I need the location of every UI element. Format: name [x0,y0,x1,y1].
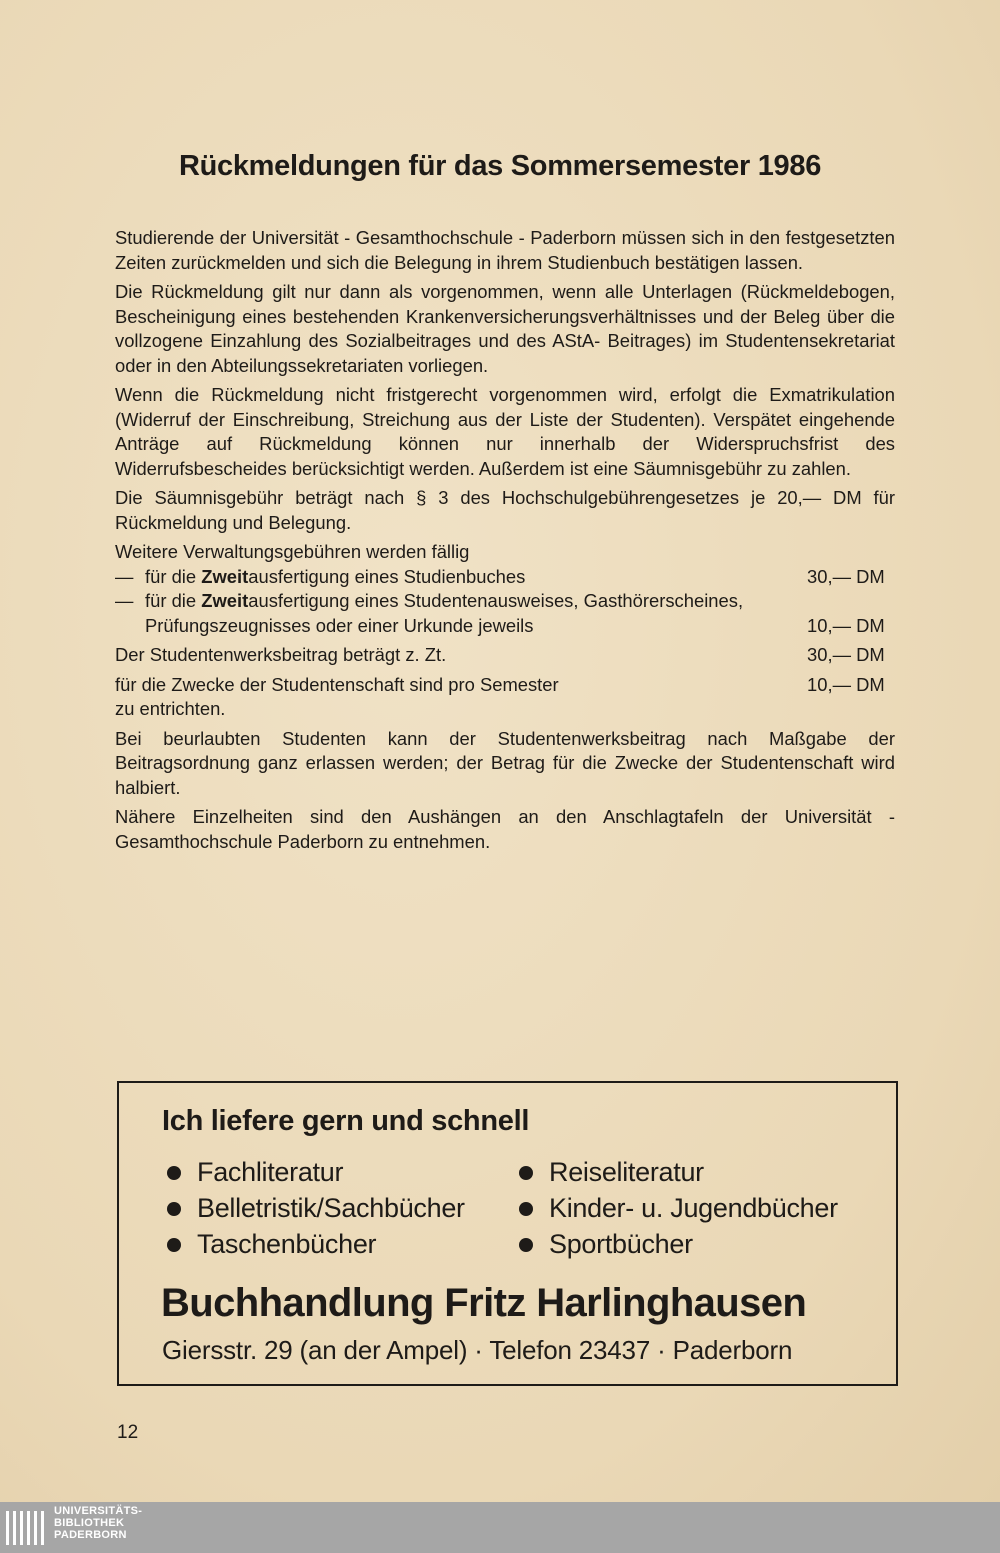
paragraph-leave: Bei beurlaubten Studenten kann der Studentenwerksbeitrag nach Maßgabe der Beitragsordnung ganz erlassen werden; der Betrag für die Zwecke der Studentenschaft wird halbiert. [115,727,895,798]
bullet-icon [519,1238,533,1252]
fee-list [115,540,895,638]
paragraph-details: Nähere Einzelheiten sind den Aushängen an den Anschlagtafeln der Universität - Gesamthochschule Paderborn zu entnehmen. [115,806,895,852]
paragraph-intro: Studierende der Universität - Gesamthochschule - Paderborn müssen sich in den festgesetzten Zeiten zurückmelden und sich die Belegung in ihrem Studienbuch bestätigen lassen. [115,227,895,273]
fee-amount: 30,— DM [807,565,885,587]
list-item: Fachliteratur [167,1157,519,1188]
paragraph-late-fee: Die Säumnisgebühr beträgt nach § 3 des Hochschulgebührengesetzes je 20,— DM für Rückmeldung und Belegung. [115,487,895,533]
fee-amount: 30,— DM [807,644,885,665]
shop-address: Giersstr. 29 (an der Ampel) · Telefon 23437 · Paderborn [162,1335,793,1365]
list-item: Sportbücher [519,1229,859,1260]
list-item: Reiseliteratur [519,1157,859,1188]
library-name: UNIVERSITÄTS- BIBLIOTHEK PADERBORN [54,1505,143,1541]
page-title: Rückmeldungen für das Sommersemester 1986 [178,150,822,182]
article-body [115,226,895,859]
paragraph-documents: Die Rückmeldung gilt nur dann als vorgenommen, wenn alle Unterlagen (Rückmeldebogen, Bescheinigung eines bestehenden Krankenversicherungsverhältnisses und der Beleg über die vollzogene Einzahlung des Sozialbeitrages und des AStA- Beitrages) im Studentensekretariat oder in den Abteilungssekretariaten vorliegen. [115,281,895,376]
fee-dash: — [115,590,134,611]
fee-amount: 10,— DM [807,673,885,695]
advert-headline: Ich liefere gern und schnell [162,1105,530,1137]
paragraph-exmatriculation: Wenn die Rückmeldung nicht fristgerecht vorgenommen wird, erfolgt die Exmatrikulation (Widerruf der Einschreibung, Streichung aus der Liste der Studenten). Verspätet eingehende Anträge auf Rückmeldung können nur innerhalb der Widerspruchsfrist des Widerrufsbescheides berücksichtigt werden. Außerdem ist eine Säumnisgebühr zu zahlen. [115,384,895,479]
fee-row-studentenschaft: für die Zwecke der Studentenschaft sind pro Semester 10,— DM [115,673,895,698]
fee-row-studienbuch: — für die Zweitausfertigung eines Studienbuches 30,— DM [115,565,895,590]
fee-intro: Weitere Verwaltungsgebühren werden fällig [115,541,470,562]
fee-row-ausweis: — für die Zweitausfertigung eines Studentenausweises, Gasthörerscheines, Prüfungszeugnisses oder einer Urkunde jeweils 10,— DM [115,589,895,638]
bullet-icon [167,1202,181,1216]
library-footer-bar [0,1502,1000,1553]
page-number: 12 [117,1422,139,1443]
list-item: Belletristik/Sachbücher [167,1193,519,1224]
bullet-icon [519,1202,533,1216]
fee-dash: — [115,565,134,587]
library-logo-icon [4,1508,46,1548]
fee-continuation: zu entrichten. [115,698,226,719]
list-item: Kinder- u. Jugendbücher [519,1193,859,1224]
advert-item-list [167,1157,867,1260]
fee-row-studentenwerk: Der Studentenwerksbeitrag beträgt z. Zt. 30,— DM [115,643,895,668]
bookshop-advert [117,1081,898,1386]
fee-amount: 10,— DM [807,614,885,636]
bullet-icon [167,1166,181,1180]
list-item: Taschenbücher [167,1229,519,1260]
bullet-icon [519,1166,533,1180]
bullet-icon [167,1238,181,1252]
shop-name: Buchhandlung Fritz Harlinghausen [161,1281,807,1325]
